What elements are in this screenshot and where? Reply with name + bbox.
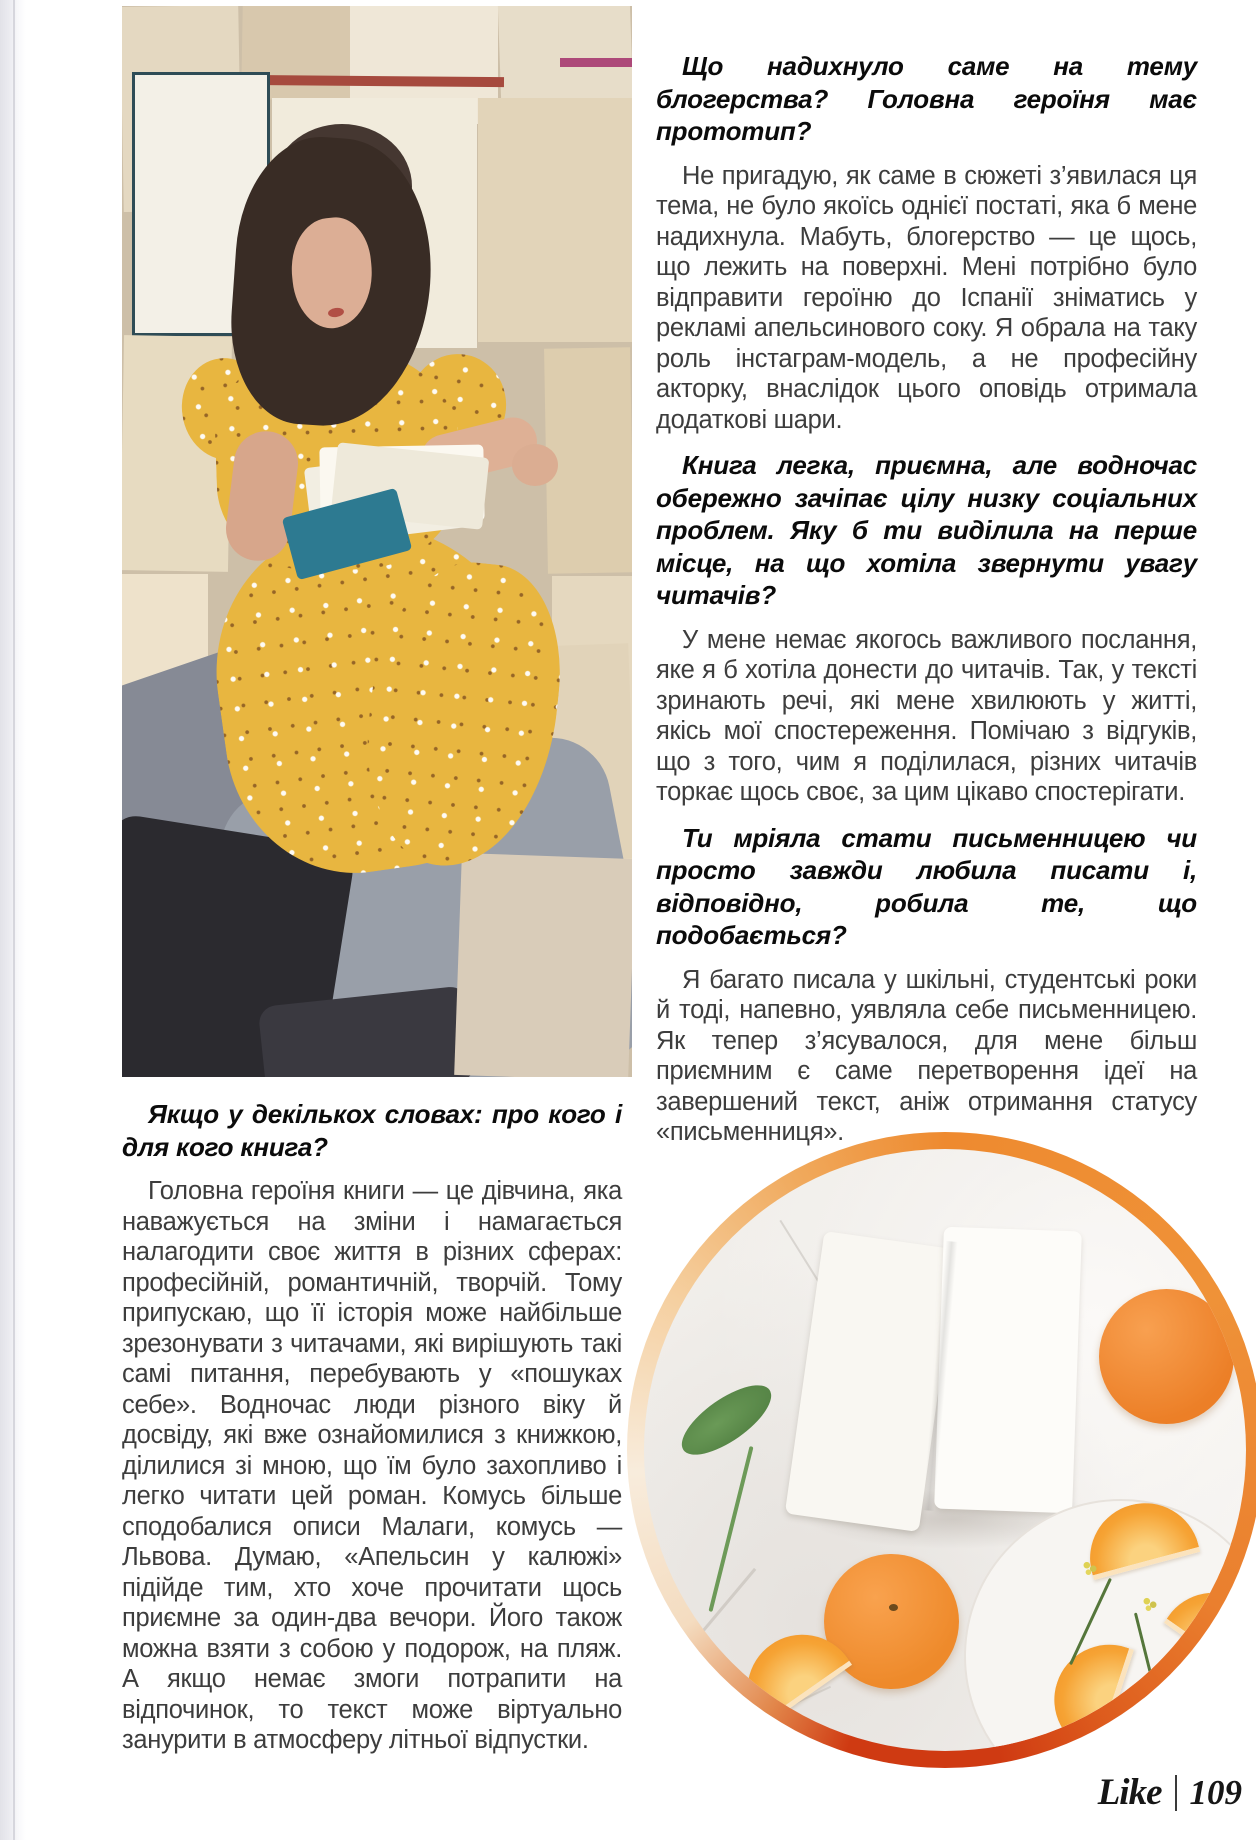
interview-question: Якщо у декількох словах: про кого і для кого книга?: [122, 1099, 622, 1162]
leaf: [671, 1373, 781, 1468]
open-book-right-page: [934, 1227, 1082, 1514]
interview-answer: Не пригадую, як саме в сюжеті з’явилася ця тема, не було якоїсь однієї постаті, яка б мене надихнула. Мабуть, блогерство — це щось, що лежить на поверхні. Мені потрібно було відправити героїню до Іспанії зніматись у рекламі апельсинового соку. Я обрала на таку роль інстаграм-модель, а не професійну акторку, внаслідок цього оповідь отримала додаткові шари.: [656, 161, 1197, 434]
orange-stem: [889, 1604, 898, 1611]
book-spine-magenta: [560, 58, 632, 67]
magazine-brand: Like: [1097, 1772, 1162, 1813]
flower-buds: [1142, 1597, 1158, 1611]
book-and-oranges-photo: [644, 1149, 1246, 1751]
qa-block: [656, 50, 1197, 435]
hand: [512, 444, 558, 486]
interview-question: Ти мріяла стати письменницею чи просто завжди любила писати і, відповідно, робила те, що подобається?: [656, 822, 1197, 950]
flower-buds: [1082, 1561, 1098, 1575]
sheet-fold: [645, 1568, 757, 1700]
interview-answer: У мене немає якогось важливого послання, яке я б хотіла донести до читачів. Так, у тексті зринають речі, які мене хвилюють у житті, якісь мої спостереження. Помічаю з відгуків, що з того, чим я поділилася, різних читачів торкає щось своє, за цим цікаво спостерігати.: [656, 625, 1197, 806]
qa-block: [656, 822, 1197, 1148]
orange-whole: [1099, 1289, 1234, 1424]
page-scan-line: [13, 0, 15, 1840]
interview-question: Що надихнуло саме на тему блогерства? Головна героїня має прототип?: [656, 51, 1197, 146]
book-page-decor: [454, 853, 632, 1077]
right-column: [656, 50, 1197, 1161]
flower-buds: [1204, 1685, 1220, 1699]
interview-answer: Я багато писала у шкільні, студентські роки й тоді, напевно, уявляла себе письменницею. Як тепер з’ясувалося, для мене більш приємним є саме перетворення ідеї на завершений текст, аніж отримання статусу «письменниця».: [656, 965, 1197, 1146]
qa-block: [656, 449, 1197, 808]
book-page-decor: [478, 98, 632, 342]
page-number: 109: [1189, 1772, 1242, 1812]
leaf-stem: [708, 1446, 753, 1612]
left-column: [122, 1098, 622, 1769]
footer-divider: [1175, 1775, 1177, 1811]
orange-gradient-ring: [627, 1132, 1256, 1768]
qa-block: [122, 1098, 622, 1756]
interview-question: Книга легка, приємна, але водночас обережно зачіпає цілу низку соціальних проблем. Яку б ти виділила на перше місце, на що хотіла звернути увагу читачів?: [656, 450, 1197, 610]
author-portrait-photo: [122, 6, 632, 1077]
interview-answer: Головна героїня книги — це дівчина, яка наважується на зміни і намагається налагодити своє життя в різних сферах: професійній, романтичній, творчій. Тому припускаю, що її історія може найбільше зрезонувати з читачами, які вирішують такі самі питання, перебувають у «пошуках себе». Водночас люди різного віку й досвіду, які вже ознайомилися з книжкою, ділилися зі мною, що їм було захопливо і легко читати цей роман. Комусь більше сподобалися описи Малаги, комусь — Львова. Думаю, «Апельсин у калюжі» підійде тим, хто хоче прочитати щось приємне за один-два вечори. Його також можна взяти з собою у подорож, на пляж. А якщо немає змоги потрапити на відпочинок, то текст може віртуально занурити в атмосферу літньої відпустки.: [122, 1177, 622, 1754]
page-footer: [1098, 1771, 1242, 1814]
